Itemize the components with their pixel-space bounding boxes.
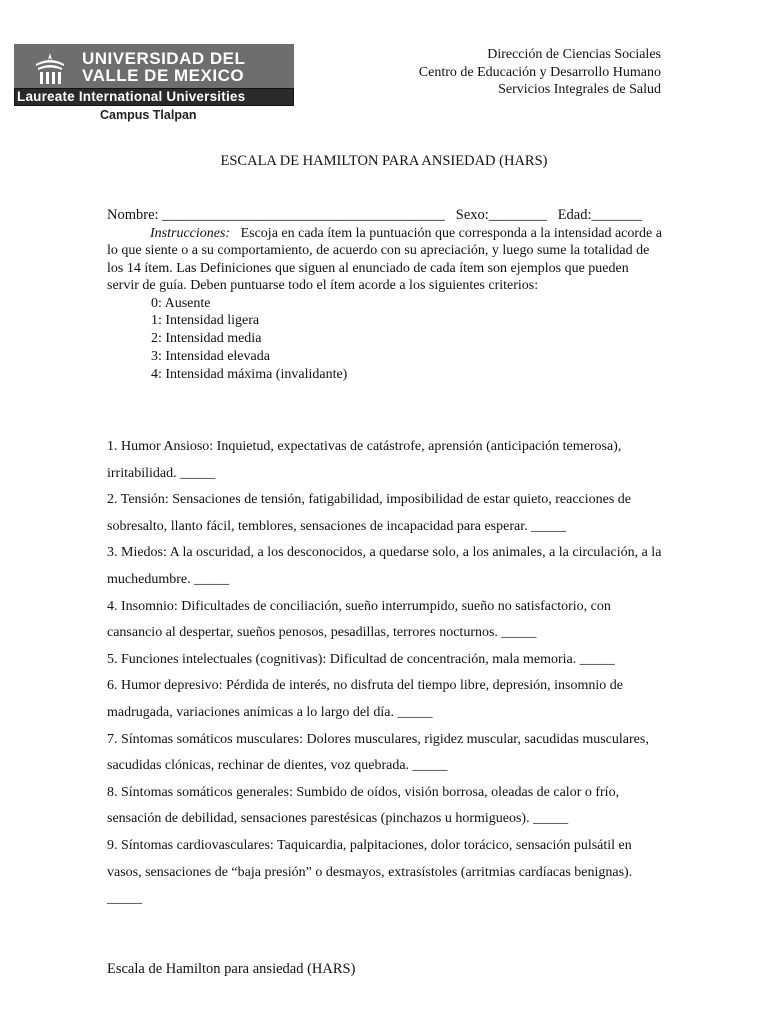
department-header (419, 46, 661, 99)
criteria-item: 4: Intensidad máxima (invalidante) (151, 366, 348, 382)
instructions-text: Escoja en cada ítem la puntuación que corresponda a la intensidad acorde a lo que siente o a su comportamiento, de acuerdo con su apreciación, y luego sume la totalidad de los 14 ítem. Las Definiciones que siguen al enunciado de cada ítem son ejemplos que pueden servir de guía. Deben puntuarse todo el ítem acorde a los siguientes criterios: (107, 225, 662, 293)
university-logo (14, 44, 294, 106)
scale-item: 4. Insomnio: Dificultades de conciliación, sueño interrumpido, sueño no satisfactorio, con cansancio al despertar, sueños penosos, pesadillas, terrores nocturnos. _____ (107, 598, 611, 641)
campus-name: Campus Tlalpan (100, 108, 197, 122)
scale-item: 1. Humor Ansioso: Inquietud, expectativas de catástrofe, aprensión (anticipación temerosa), irritabilidad. _____ (107, 439, 622, 481)
criteria-item: 1: Intensidad ligera (151, 313, 260, 329)
sexo-label: Sexo: (455, 207, 489, 223)
criteria-item: 0: Ausente (151, 295, 211, 311)
edad-label: Edad: (557, 207, 592, 223)
scale-item: 8. Síntomas somáticos generales: Sumbido de oídos, visión borrosa, oleadas de calor o frío, sensación de debilidad, sensaciones parestésicas (pinchazos u hormigueos). _____ (107, 784, 620, 827)
dept-line: Dirección de Ciencias Sociales (487, 47, 661, 62)
logo-network-bar (14, 88, 294, 106)
criteria-item: 2: Intensidad media (151, 331, 262, 347)
scale-item: 7. Síntomas somáticos musculares: Dolores musculares, rigidez muscular, sacudidas musculares, sacudidas clónicas, rechinar de dientes, voz quebrada. _____ (107, 731, 649, 774)
instructions-label: Instrucciones: (150, 225, 231, 241)
patient-info-line (107, 207, 642, 224)
scale-item: 3. Miedos: A la oscuridad, a los desconocidos, a quedarse solo, a los animales, a la circulación, a la muchedumbre. _____ (107, 545, 662, 587)
nombre-label: Nombre: (107, 207, 159, 223)
instructions-block (107, 225, 662, 383)
instructions-text-wrap (107, 225, 662, 295)
scale-item: 2. Tensión: Sensaciones de tensión, fatigabilidad, imposibilidad de estar quieto, reacciones de sobresalto, llanto fácil, temblores, sensaciones de incapacidad para esperar. _____ (107, 492, 632, 534)
logo-network-name: Laureate International Universities (17, 89, 246, 104)
university-emblem-icon (30, 50, 70, 86)
logo-university-name-line1: UNIVERSIDAD DEL (82, 49, 246, 68)
scale-items (107, 434, 667, 913)
scale-item: 5. Funciones intelectuales (cognitivas): Dificultad de concentración, mala memoria. _____ (107, 651, 615, 667)
document-title: ESCALA DE HAMILTON PARA ANSIEDAD (HARS) (220, 153, 548, 169)
scale-item: 6. Humor depresivo: Pérdida de interés, no disfruta del tiempo libre, depresión, insomnio de madrugada, variaciones anímicas a lo largo del día. _____ (107, 678, 623, 720)
criteria-item: 3: Intensidad elevada (151, 348, 270, 364)
nombre-field[interactable]: _______________________________________ (162, 207, 445, 223)
criteria-list (107, 295, 662, 384)
dept-line: Servicios Integrales de Salud (498, 82, 661, 97)
scale-item: 9. Síntomas cardiovasculares: Taquicardia, palpitaciones, dolor torácico, sensación pulsátil en vasos, sensaciones de “baja presión” o desmayos, extrasístoles (arritmias cardíacas benignas). _____ (107, 837, 633, 907)
page-footer: Escala de Hamilton para ansiedad (HARS) (107, 961, 356, 977)
edad-field[interactable]: _______ (591, 207, 643, 223)
logo-university-name-line2: VALLE DE MEXICO (82, 66, 245, 85)
dept-line: Centro de Educación y Desarrollo Humano (418, 64, 661, 80)
sexo-field[interactable]: ________ (488, 207, 547, 223)
